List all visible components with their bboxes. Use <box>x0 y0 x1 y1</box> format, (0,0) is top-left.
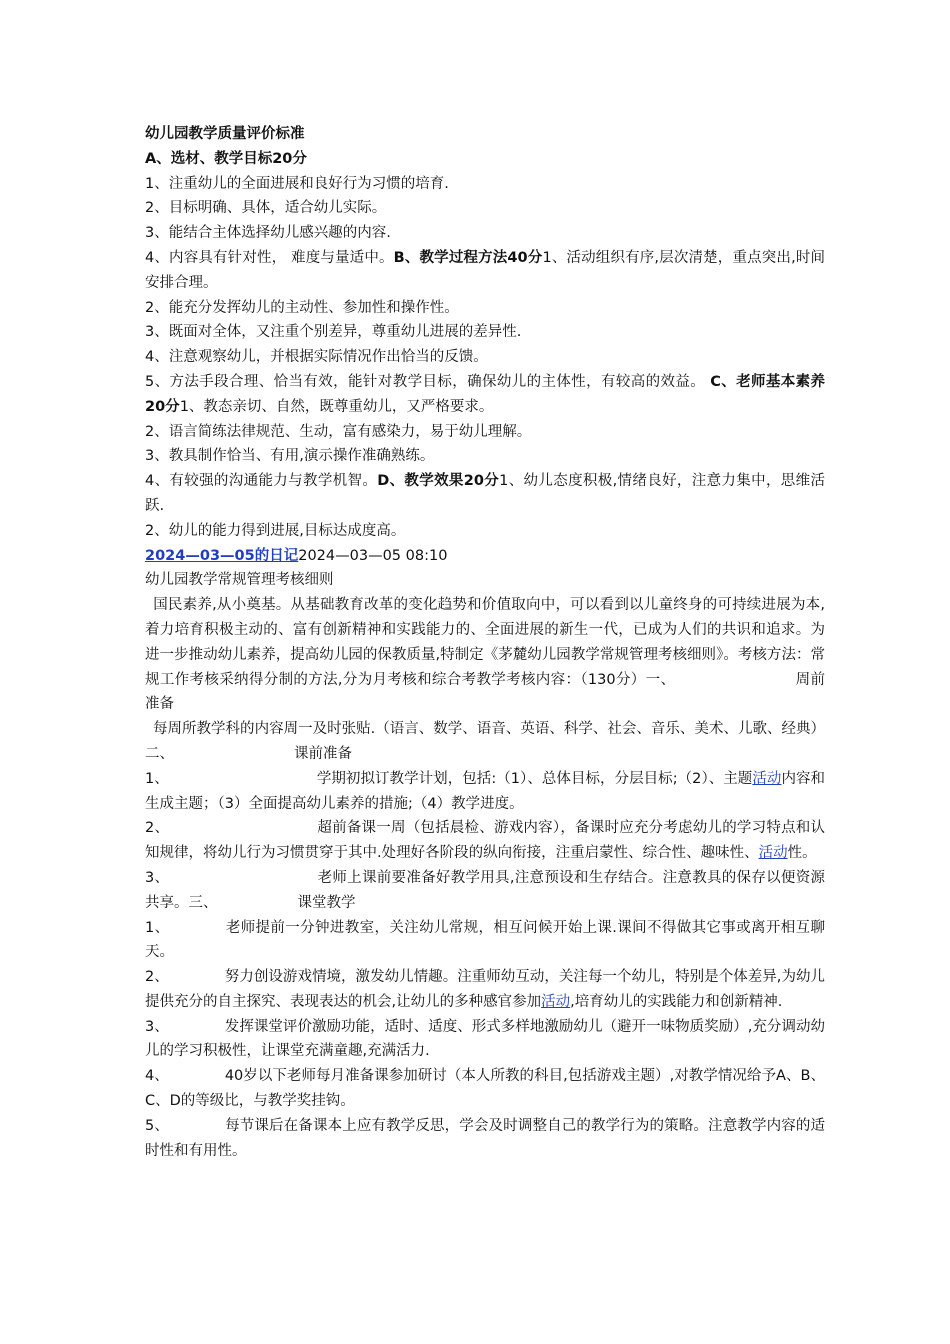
item-b5: 5、方法手段合理、恰当有效，能针对教学目标，确保幼儿的主体性，有较高的效益。 <box>145 373 706 390</box>
document-body <box>145 122 825 1163</box>
class-item-4 <box>145 1064 825 1114</box>
item-c2: 2、语言简练法律规范、生动，富有感染力，易于幼儿理解。 <box>145 423 532 440</box>
item-d2: 2、幼儿的能力得到进展,目标达成度高。 <box>145 522 406 539</box>
class-item-1 <box>145 916 825 966</box>
diary-link[interactable]: 2024—03—05的日记 <box>145 547 299 564</box>
prep-item-1-number: 1、 <box>145 770 169 787</box>
section-c-heading: C、老师基本素养20分 <box>145 373 825 415</box>
class-item-2-text-end: ,培育幼儿的实践能力和创新精神. <box>570 993 783 1010</box>
item-c4-d1 <box>145 469 825 519</box>
section-1-title: 周前准备 <box>145 671 825 713</box>
section-1-paragraph <box>145 717 825 767</box>
item-d1: 1、幼儿态度积极,情绪良好，注意力集中，思维活跃. <box>145 473 825 514</box>
prep-item-2-text-end: 性。 <box>787 845 817 862</box>
class-item-2 <box>145 965 825 1015</box>
class-item-4-number: 4、 <box>145 1068 169 1085</box>
item-a3: 3、能结合主体选择幼儿感兴趣的内容. <box>145 225 391 242</box>
diary-timestamp: 2024—03—05 08:10 <box>298 547 448 564</box>
prep-item-2-number: 2、 <box>145 820 170 837</box>
prep-item-1 <box>145 767 825 817</box>
prep-item-1-text-end: 内容和生成主题；（3）全面提高幼儿素养的措施;（4）教学进度。 <box>145 770 826 812</box>
prep-item-3-text: 老师上课前要准备好教学用具,注意预设和生存结合。注意教具的保存以便资源共享。三、 <box>145 869 825 911</box>
item-b4: 4、注意观察幼儿，并根据实际情况作出恰当的反馈。 <box>145 349 488 366</box>
activity-link-3[interactable]: 活动 <box>541 993 571 1010</box>
section-2-title: 课前准备 <box>294 745 352 762</box>
activity-link-1[interactable]: 活动 <box>752 770 782 787</box>
section-b-heading: B、教学过程方法40分 <box>393 249 543 266</box>
class-item-5-text: 每节课后在备课本上应有教学反思，学会及时调整自己的教学行为的策略。注意教学内容的适时性和有用性。 <box>145 1117 825 1159</box>
item-b2: 2、能充分发挥幼儿的主动性、参加性和操作性。 <box>145 299 459 316</box>
prep-item-2-text: 超前备课一周（包括晨检、游戏内容），备课时应充分考虑幼儿的学习特点和认知规律，将幼儿行为习惯贯穿于其中.处理好各阶段的纵向衔接，注重启蒙性、综合性、趣味性、 <box>145 820 826 862</box>
section-1-text: 每周所教学科的内容周一及时张贴.（语言、数学、语音、英语、科学、社会、音乐、美术、儿歌、经典）二、 <box>145 721 825 762</box>
item-b1: 1、活动组织有序,层次清楚，重点突出,时间安排合理。 <box>145 249 825 291</box>
rules-title: 幼儿园教学常规管理考核细则 <box>145 572 334 589</box>
item-c3: 3、教具制作恰当、有用,演示操作准确熟练。 <box>145 448 435 465</box>
activity-link-2[interactable]: 活动 <box>758 845 788 862</box>
prep-item-3-number: 3、 <box>145 869 170 886</box>
item-b5-c1 <box>145 370 825 420</box>
item-c4: 4、有较强的沟通能力与教学机智。 <box>145 473 378 490</box>
class-item-3 <box>145 1015 825 1065</box>
class-item-3-text: 发挥课堂评价激励功能，适时、适度、形式多样地激励幼儿（避开一味物质奖励）,充分调动幼儿的学习积极性，让课堂充满童趣,充满活力. <box>145 1018 825 1060</box>
item-a4: 4、内容具有针对性， 难度与量适中。 <box>145 249 394 266</box>
item-a4-b1 <box>145 246 825 296</box>
class-item-1-text: 老师提前一分钟进教室，关注幼儿常规，相互问候开始上课.课间不得做其它事或离开相互聊天。 <box>145 919 826 961</box>
class-item-2-text: 努力创设游戏情境，激发幼儿情趣。注重师幼互动，关注每一个幼儿，特别是个体差异,为幼儿提供充分的自主探究、表现表达的机会,让幼儿的多种感官参加 <box>145 969 825 1010</box>
class-item-3-number: 3、 <box>145 1018 169 1035</box>
item-a2: 2、目标明确、具体，适合幼儿实际。 <box>145 200 387 217</box>
class-item-4-text: 40岁以下老师每月准备课参加研讨（本人所教的科目,包括游戏主题）,对教学情况给予A、B、C、D的等级比，与教学奖挂钩。 <box>145 1068 825 1110</box>
section-a-heading: A、选材、教学目标20分 <box>145 150 307 167</box>
intro-paragraph <box>145 593 825 717</box>
prep-item-2 <box>145 816 825 866</box>
intro-text: 国民素养,从小奠基。从基础教育改革的变化趋势和价值取向中，可以看到以儿童终身的可持续进展为本,着力培育积极主动的、富有创新精神和实践能力的、全面进展的新生一代，已成为人们的共识和追求。为进一步推动幼儿素养，提高幼儿园的保教质量,特制定《茅麓幼儿园教学常规管理考核细则》。考核方法：常规工作考核采纳得分制的方法,分为月考核和综合考教学考核内容：（130分）一、 <box>145 597 825 688</box>
section-d-heading: D、教学效果20分 <box>377 473 500 490</box>
class-item-2-number: 2、 <box>145 969 169 986</box>
diary-line <box>145 544 825 569</box>
prep-item-3 <box>145 866 825 916</box>
item-c1: 1、教态亲切、自然，既尊重幼儿，又严格要求。 <box>179 398 494 415</box>
item-b3: 3、既面对全体，又注重个别差异，尊重幼儿进展的差异性. <box>145 324 522 341</box>
prep-item-1-text: 学期初拟订教学计划，包括:（1）、总体目标，分层目标;（2）、主题 <box>316 770 753 787</box>
item-a1: 1、注重幼儿的全面进展和良好行为习惯的培育. <box>145 175 449 192</box>
class-item-1-number: 1、 <box>145 919 170 936</box>
class-item-5 <box>145 1114 825 1164</box>
class-item-5-number: 5、 <box>145 1117 169 1134</box>
section-3-title: 课堂教学 <box>297 894 356 911</box>
doc-title: 幼儿园教学质量评价标准 <box>145 126 305 142</box>
